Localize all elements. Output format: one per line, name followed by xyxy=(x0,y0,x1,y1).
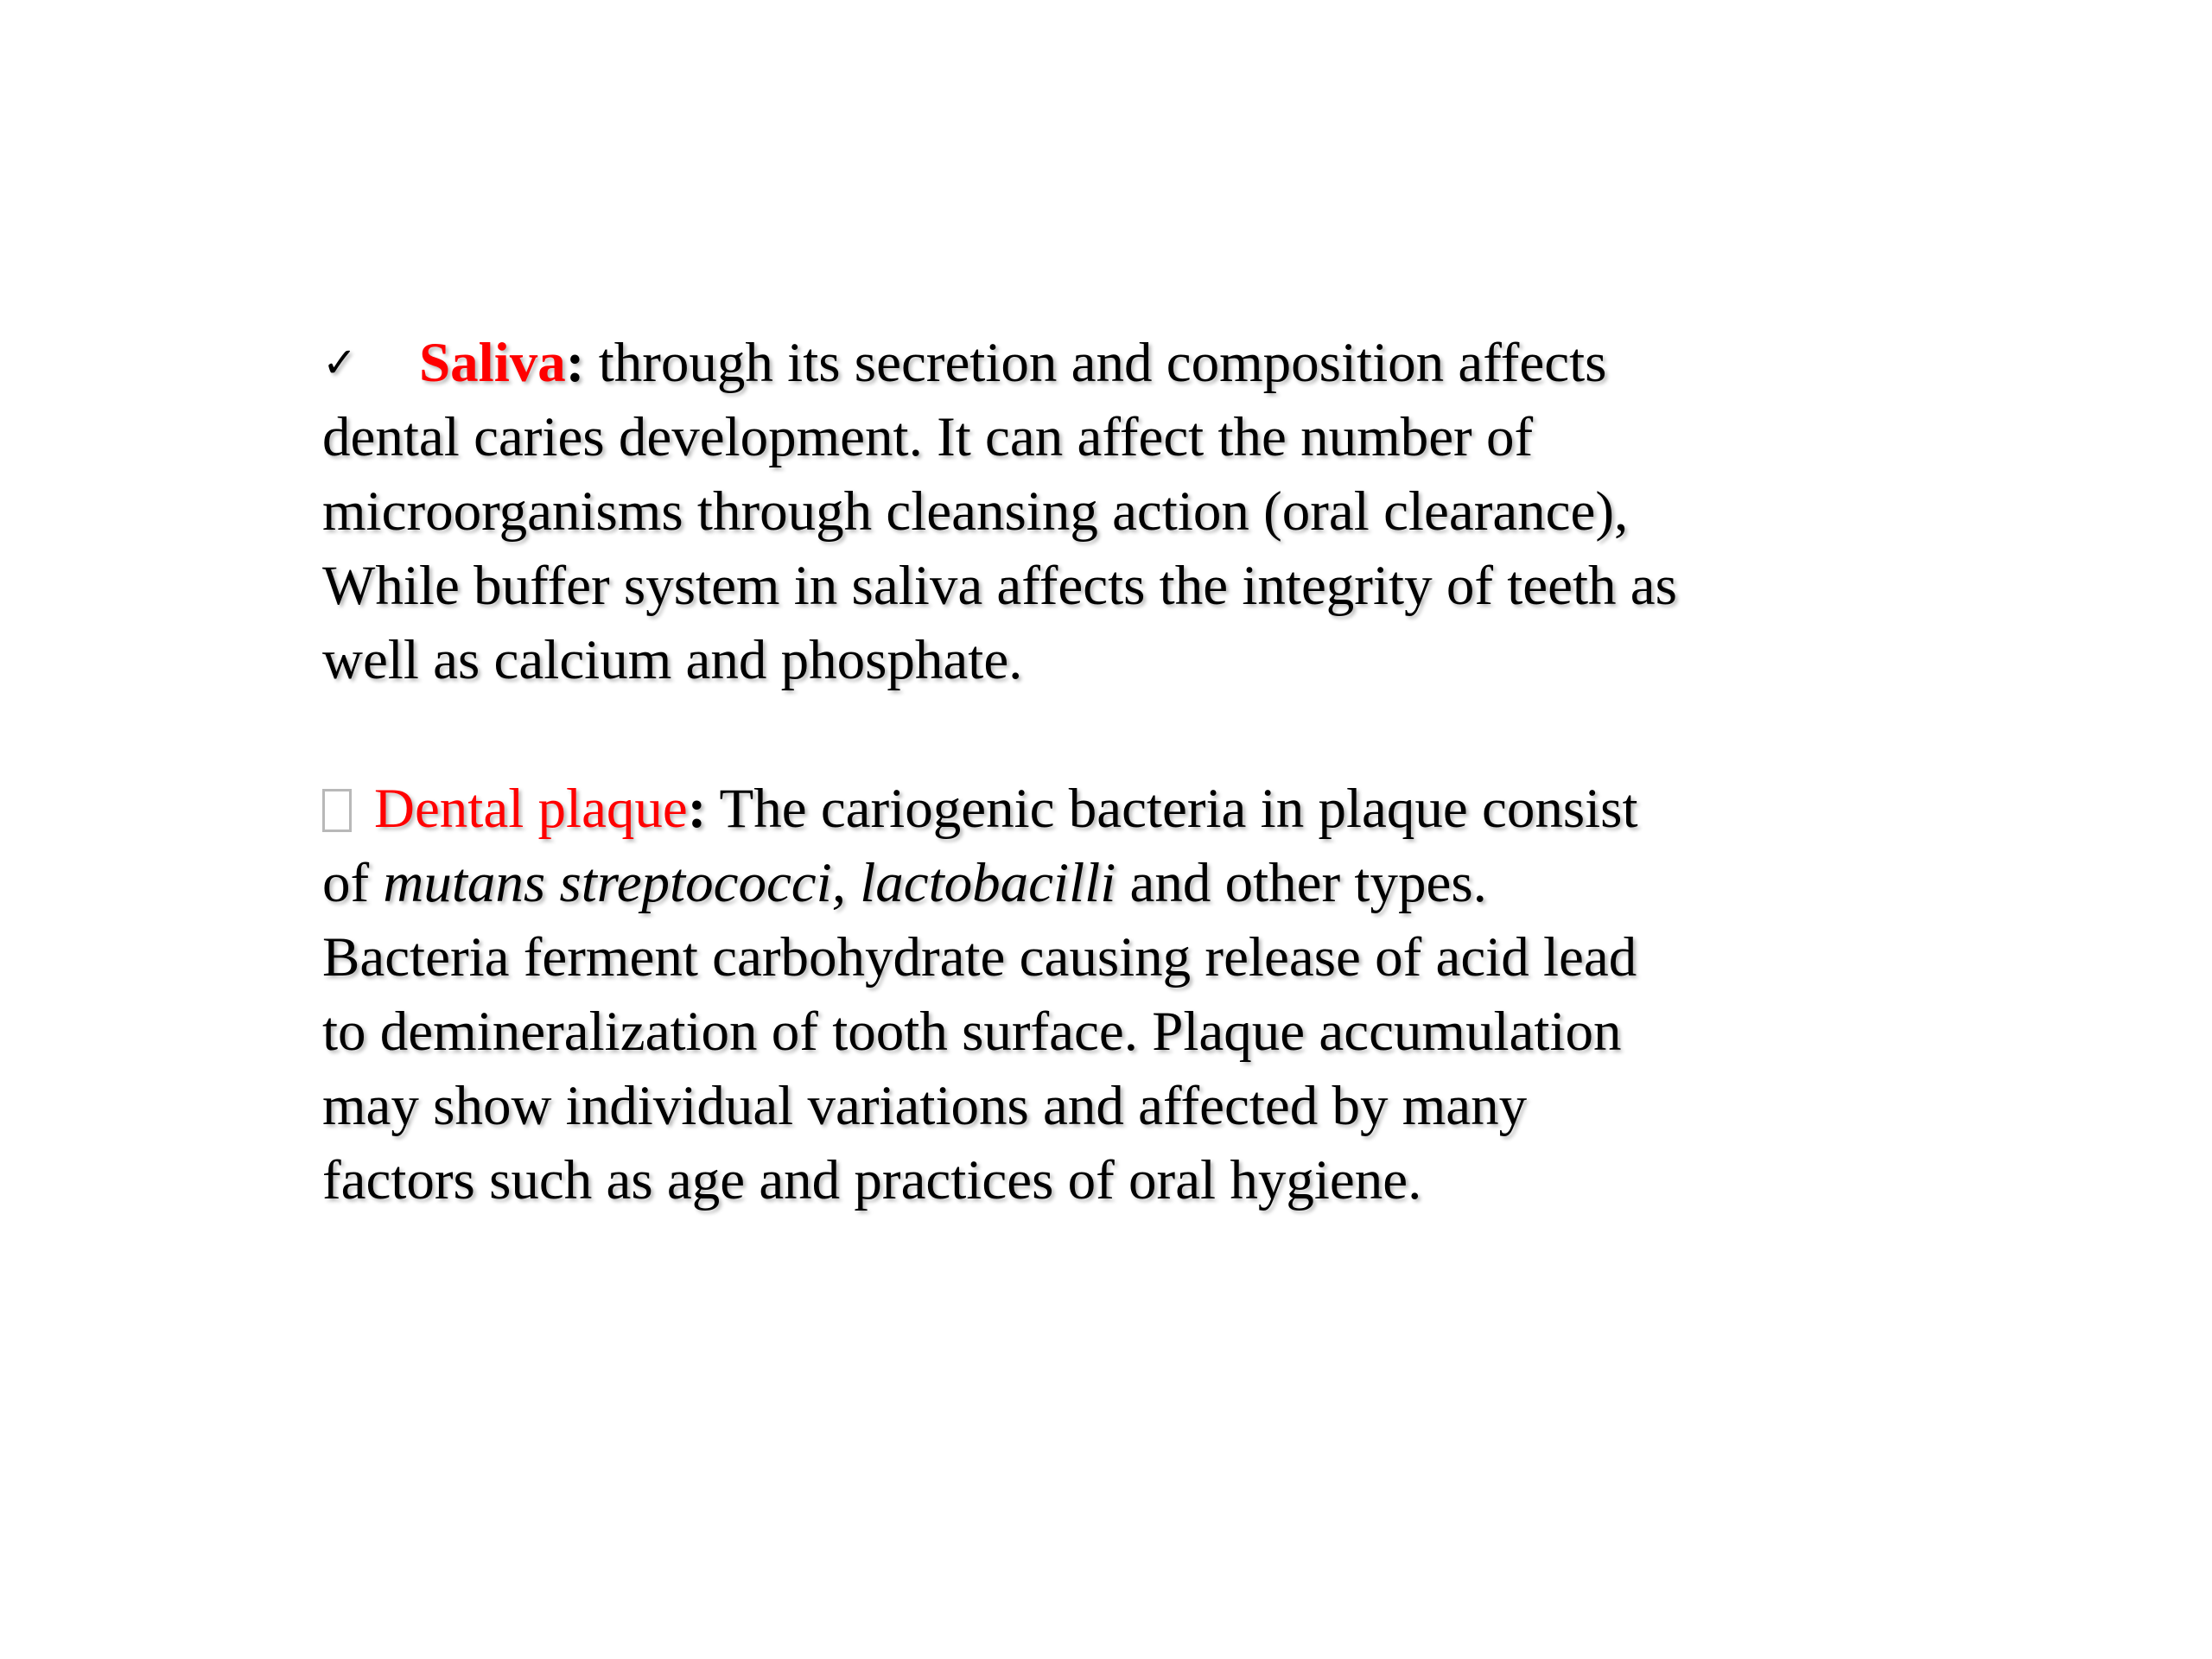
saliva-text: through its secretion and composition affects dental caries development. It can affect the number of microorganisms through cleansing action (oral clearance), While buffer system in saliva affects the integrity of teeth as well as calcium and phosphate. xyxy=(322,332,1677,691)
bullet-box-icon xyxy=(322,789,352,832)
plaque-paragraph xyxy=(322,772,1688,1217)
plaque-text-1: The cariogenic bacteria in plaque consist of xyxy=(322,778,1638,914)
plaque-term: Dental plaque xyxy=(374,778,688,840)
plaque-bacteria-names: mutans streptococci, lactobacilli xyxy=(383,852,1116,914)
plaque-colon: : xyxy=(687,778,707,840)
slide-body xyxy=(322,326,1688,1217)
saliva-colon: : xyxy=(565,332,585,394)
saliva-term: Saliva xyxy=(419,332,566,394)
checkmark-icon: ✓ xyxy=(322,339,358,387)
saliva-paragraph xyxy=(322,326,1688,697)
plaque-text-2: and other types. Bacteria ferment carbohydrate causing release of acid lead to demineralization of tooth surface. Plaque accumulation may show individual variations and affected by many factors such as age and practices of oral hygiene. xyxy=(322,852,1637,1211)
